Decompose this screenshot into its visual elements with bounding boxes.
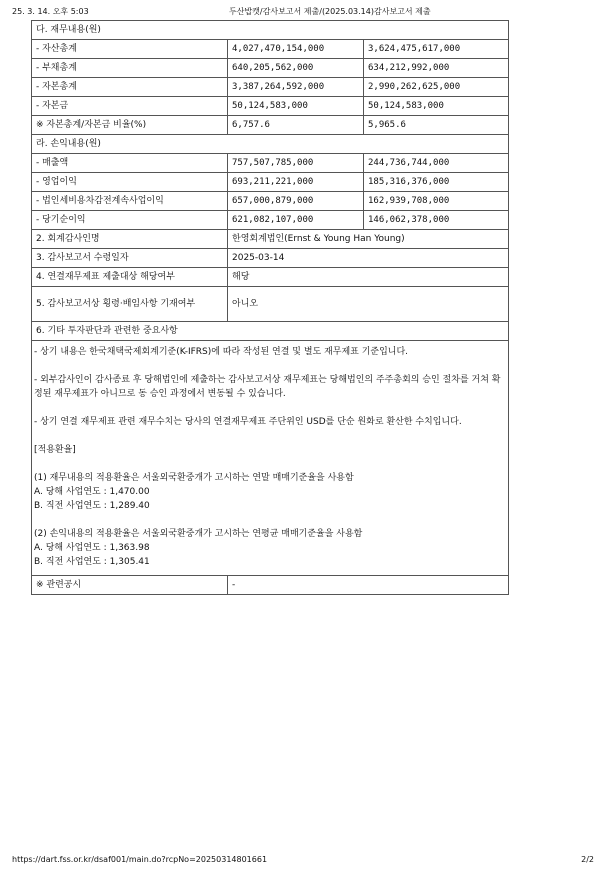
fx2-current: A. 당해 사업연도 : 1,363.98: [34, 543, 150, 553]
fraud-label: 5. 감사보고서상 횡령·배임사항 기재여부: [32, 287, 228, 322]
row-label: - 영업이익: [32, 173, 228, 192]
table-row: [32, 173, 509, 192]
fx2-previous: B. 직전 사업연도 : 1,305.41: [34, 557, 150, 567]
table-row: [32, 211, 509, 230]
row-label: - 당기순이익: [32, 211, 228, 230]
related-disclosure-row: [32, 576, 509, 595]
fx-heading: [적용환율]: [34, 445, 76, 455]
previous-value: 3,624,475,617,000: [364, 40, 509, 59]
table-row: [32, 78, 509, 97]
fx1-current: A. 당해 사업연도 : 1,470.00: [34, 487, 150, 497]
current-value: 4,027,470,154,000: [228, 40, 364, 59]
auditor-label: 2. 회계감사인명: [32, 230, 228, 249]
previous-value: 185,316,376,000: [364, 173, 509, 192]
receipt-date-label: 3. 감사보고서 수령일자: [32, 249, 228, 268]
previous-value: 50,124,583,000: [364, 97, 509, 116]
fx1-previous: B. 직전 사업연도 : 1,289.40: [34, 501, 150, 511]
row-label: - 자본총계: [32, 78, 228, 97]
current-value: 621,082,107,000: [228, 211, 364, 230]
page-url: https://dart.fss.or.kr/dsaf001/main.do?rcpNo=20250314801661: [12, 855, 268, 864]
auditor-row: [32, 230, 509, 249]
current-value: 757,507,785,000: [228, 154, 364, 173]
current-value: 3,387,264,592,000: [228, 78, 364, 97]
table-row: [32, 192, 509, 211]
disclosure-table: [31, 20, 509, 595]
table-row: [32, 116, 509, 135]
table-row: [32, 59, 509, 78]
other-section-title: 6. 기타 투자판단과 관련한 중요사항: [32, 322, 509, 341]
previous-value: 146,062,378,000: [364, 211, 509, 230]
current-value: 657,000,879,000: [228, 192, 364, 211]
financial-section-row: [32, 21, 509, 40]
row-label: - 자산총계: [32, 40, 228, 59]
note-paragraph-3: - 상기 연결 재무제표 관련 재무수치는 당사의 연결재무제표 주단위인 USD를 단순 원화로 환산한 수치입니다.: [34, 417, 462, 427]
previous-value: 244,736,744,000: [364, 154, 509, 173]
other-content: [32, 341, 509, 576]
other-content-row: [32, 341, 509, 576]
note-paragraph-1: - 상기 내용은 한국채택국제회계기준(K-IFRS)에 따라 작성된 연결 및 별도 재무제표 기준입니다.: [34, 347, 409, 357]
related-disclosure-value: -: [228, 576, 509, 595]
financial-section-title: 다. 재무내용(원): [32, 21, 509, 40]
fraud-value: 아니오: [228, 287, 509, 322]
income-section-row: [32, 135, 509, 154]
consolidated-value: 해당: [228, 268, 509, 287]
current-value: 693,211,221,000: [228, 173, 364, 192]
receipt-date-value: 2025-03-14: [228, 249, 509, 268]
consolidated-label: 4. 연결재무제표 제출대상 해당여부: [32, 268, 228, 287]
previous-value: 162,939,708,000: [364, 192, 509, 211]
print-datetime: 25. 3. 14. 오후 5:03: [12, 7, 89, 16]
page-number: 2/2: [581, 855, 594, 864]
fx1-title: (1) 재무내용의 적용환율은 서울외국환중개가 고시하는 연말 매매기준율을 사용함: [34, 473, 354, 483]
document-title: 두산밥캣/감사보고서 제출/(2025.03.14)감사보고서 제출: [229, 7, 431, 16]
current-value: 640,205,562,000: [228, 59, 364, 78]
row-label: - 자본금: [32, 97, 228, 116]
row-label: - 부채총계: [32, 59, 228, 78]
note-paragraph-2: - 외부감사인이 감사종료 후 당해법인에 제출하는 감사보고서상 재무제표는 당해법인의 주주총회의 승인 절차를 거쳐 확정된 재무제표가 아니므로 동 승인 과정에서 변동될 수 있습니다.: [34, 375, 501, 399]
previous-value: 5,965.6: [364, 116, 509, 135]
fx2-title: (2) 손익내용의 적용환율은 서울외국환중개가 고시하는 연평균 매매기준율을 사용함: [34, 529, 363, 539]
row-label: - 매출액: [32, 154, 228, 173]
related-disclosure-label: ※ 관련공시: [32, 576, 228, 595]
table-row: [32, 154, 509, 173]
income-section-title: 라. 손익내용(원): [32, 135, 509, 154]
other-title-row: [32, 322, 509, 341]
receipt-date-row: [32, 249, 509, 268]
fraud-row: [32, 287, 509, 322]
auditor-value: 한영회계법인(Ernst & Young Han Young): [228, 230, 509, 249]
table-row: [32, 40, 509, 59]
consolidated-row: [32, 268, 509, 287]
previous-value: 634,212,992,000: [364, 59, 509, 78]
previous-value: 2,990,262,625,000: [364, 78, 509, 97]
table-row: [32, 97, 509, 116]
row-label: - 법인세비용차감전계속사업이익: [32, 192, 228, 211]
current-value: 50,124,583,000: [228, 97, 364, 116]
current-value: 6,757.6: [228, 116, 364, 135]
row-label: ※ 자본총계/자본금 비율(%): [32, 116, 228, 135]
